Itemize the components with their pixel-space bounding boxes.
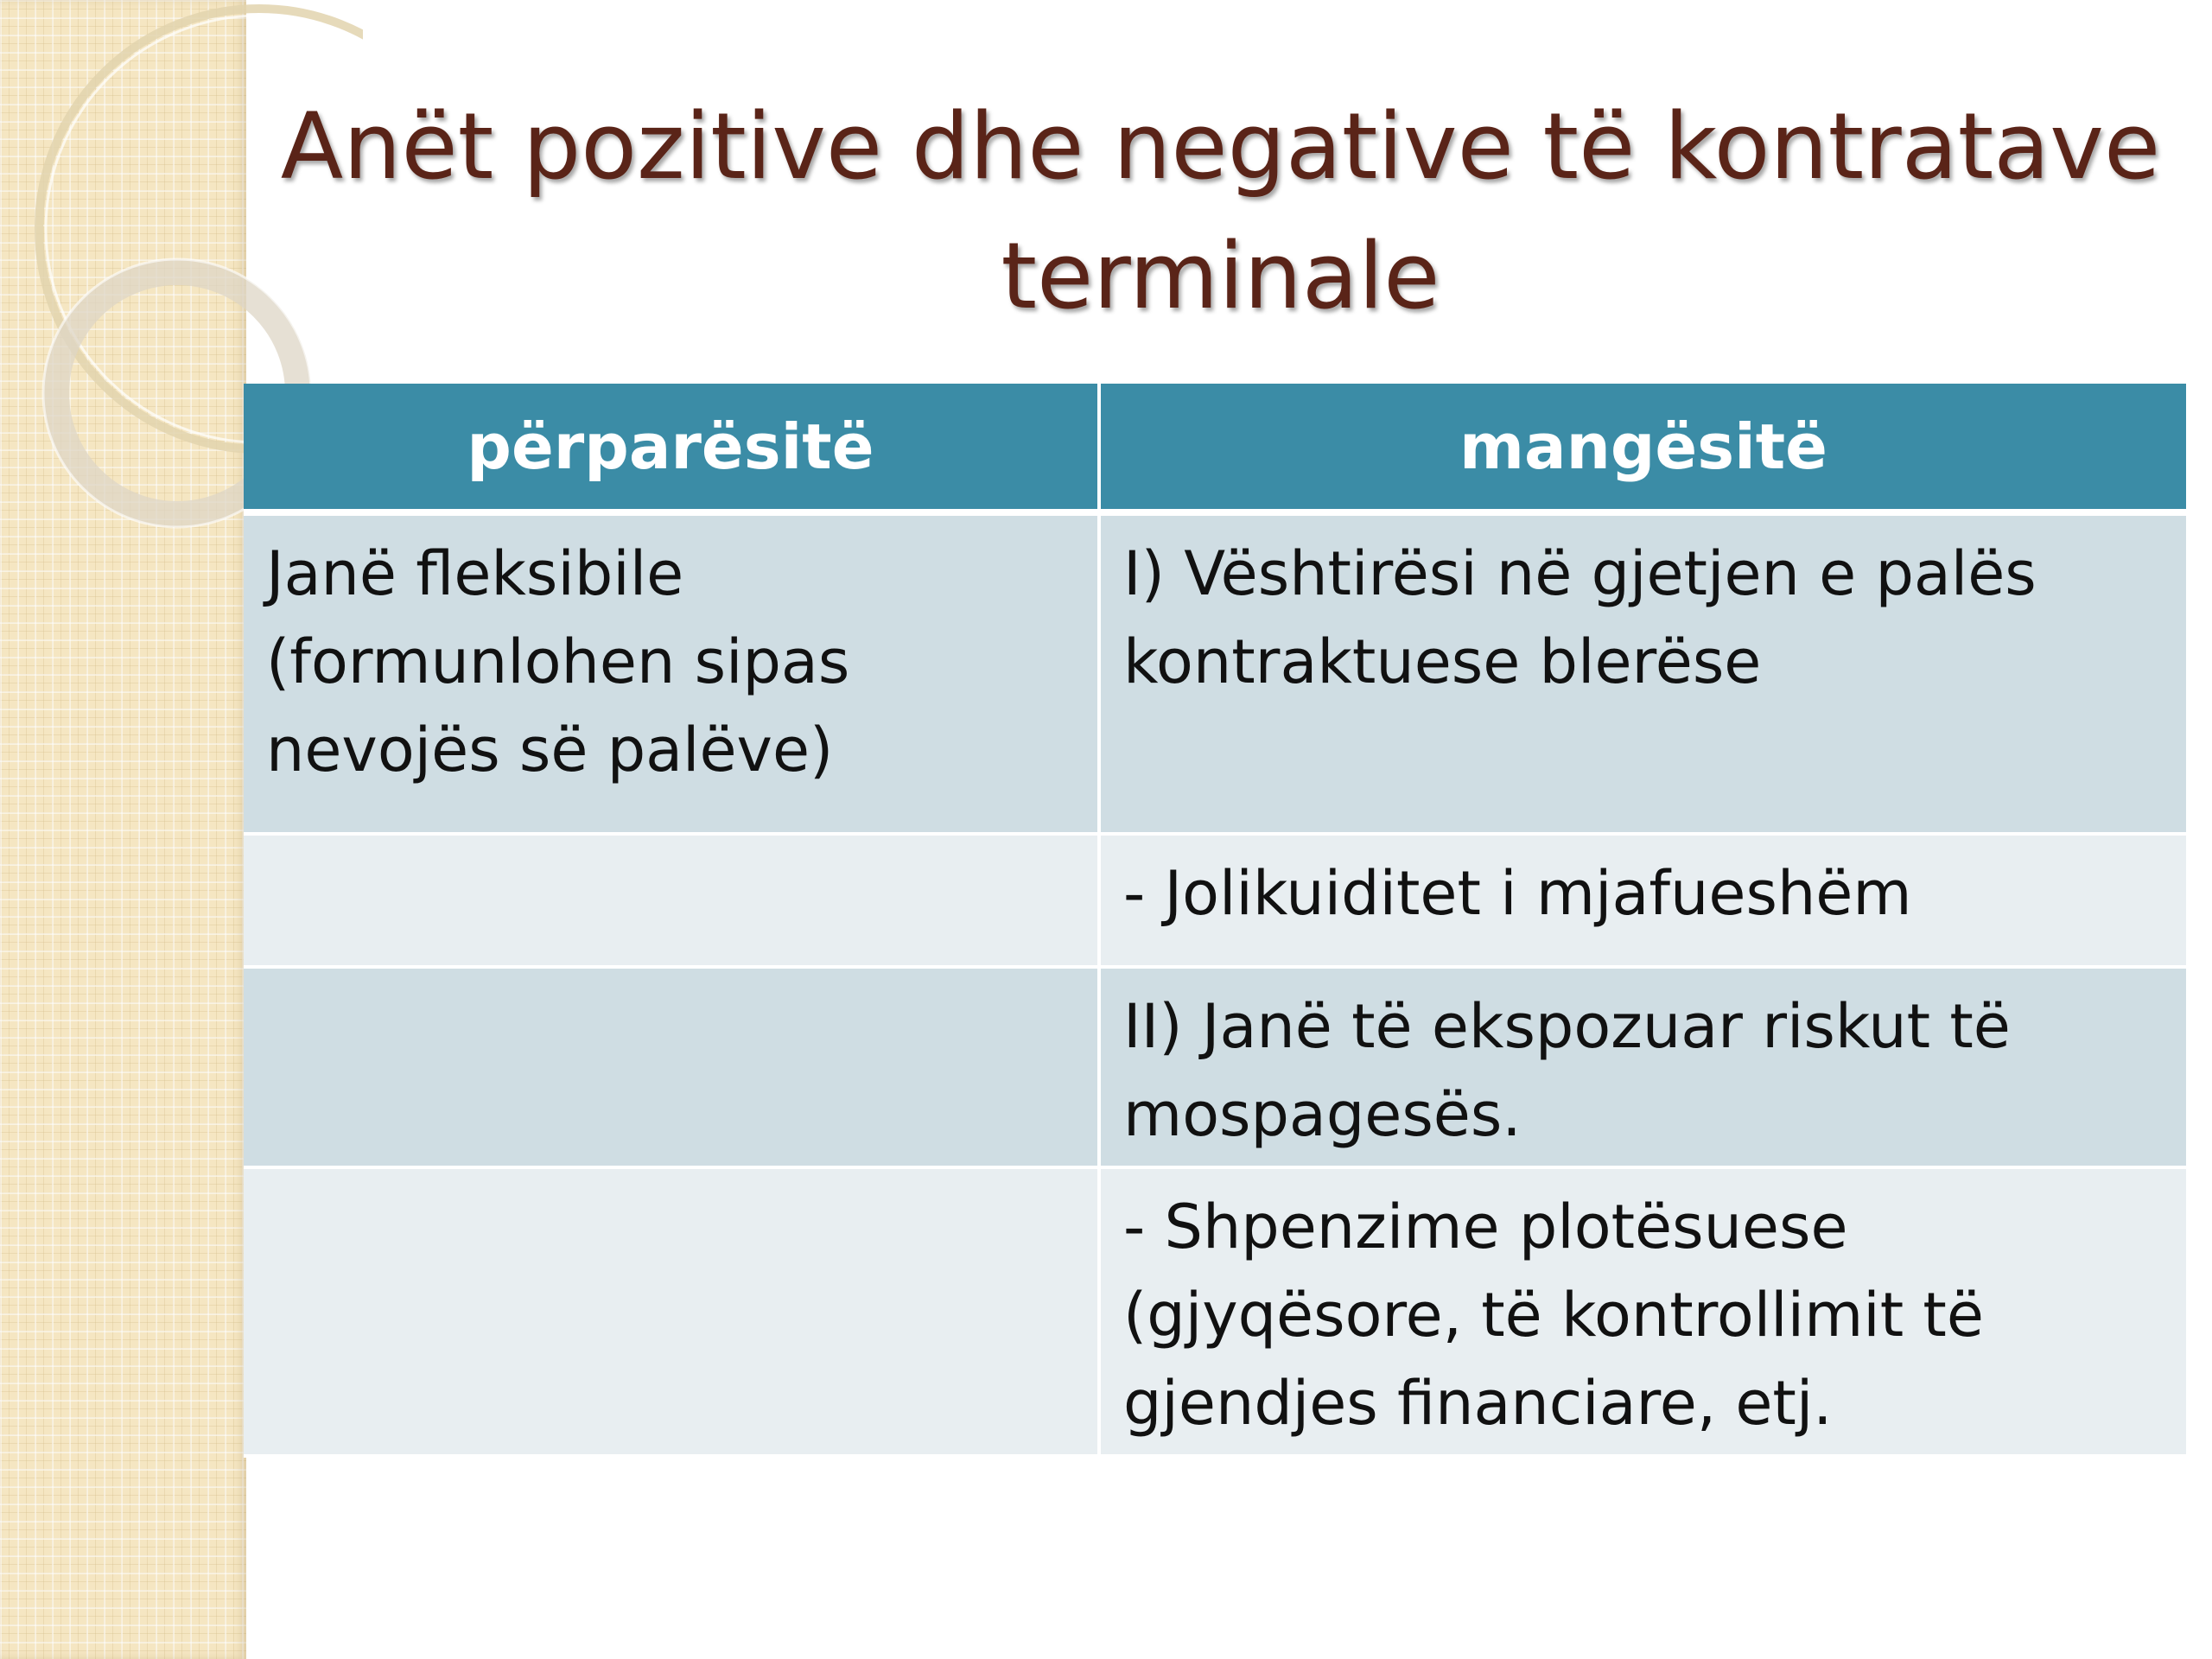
header-disadvantages: mangësitë [1101, 384, 2186, 516]
table-row [244, 836, 2186, 969]
advantage-cell [244, 1169, 1101, 1458]
disadvantage-cell: - Jolikuiditet i mjafueshëm [1101, 836, 2186, 969]
table-row [244, 1169, 2186, 1458]
header-advantages: përparësitë [244, 384, 1101, 516]
table-row [244, 969, 2186, 1169]
comparison-table [244, 384, 2186, 1458]
slide-title [246, 82, 2195, 341]
disadvantage-cell: - Shpenzime plotësuese (gjyqësore, të kontrollimit të gjendjes financiare, etj. [1101, 1169, 2186, 1458]
advantage-cell [244, 969, 1101, 1169]
advantage-cell: Janë fleksibile (formunlohen sipas nevojës së palëve) [244, 516, 1101, 836]
table-header-row [244, 384, 2186, 516]
decorative-side-strip [0, 0, 246, 1659]
disadvantage-cell: I) Vështirësi në gjetjen e palës kontraktuese blerëse [1101, 516, 2186, 836]
advantage-cell [244, 836, 1101, 969]
slide-title-line-2: terminale [1001, 223, 1440, 329]
disadvantage-cell: II) Janë të ekspozuar riskut të mospagesës. [1101, 969, 2186, 1169]
slide-title-line-1: Anët pozitive dhe negative të kontratave [280, 93, 2161, 200]
table-row [244, 516, 2186, 836]
